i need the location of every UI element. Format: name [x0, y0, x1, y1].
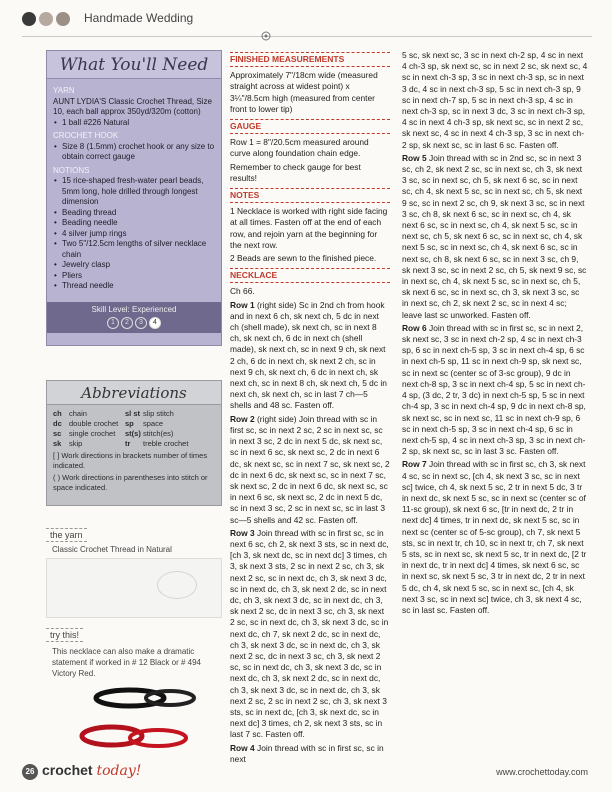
list-item: • Beading needle — [53, 218, 215, 229]
note-item: 2 Beads are sewn to the finished piece. — [230, 253, 377, 264]
materials-box — [46, 50, 222, 346]
list-item: • 15 rice-shaped fresh-water pearl beads, 5mm long, hole drilled through longest dimension — [53, 176, 215, 208]
dot-icon — [39, 12, 53, 26]
row-instruction: Row 4 Join thread with sc in first sc, sc in next — [230, 742, 384, 764]
yarn-heading: YARN — [53, 86, 75, 95]
footer-url: www.crochettoday.com — [496, 767, 588, 777]
middle-column — [230, 50, 390, 767]
skill-circle-icon: 1 — [107, 317, 119, 329]
magazine-logo: crochet today! — [42, 762, 142, 779]
skill-circle-icon: 2 — [121, 317, 133, 329]
row-label: Row 7 — [402, 459, 427, 470]
note-item: 1 Necklace is worked with right side facing at all times. Fasten off at the end of each row, and rejoin yarn at the beginning for the next row. — [230, 206, 388, 250]
list-item: • Two 5"/12.5cm lengths of silver necklace chain — [53, 239, 215, 260]
thread-bundles-image — [70, 680, 220, 760]
materials-title: What You'll Need — [59, 55, 209, 75]
skill-circle-icon: 3 — [135, 317, 147, 329]
row-instruction: Row 7 Join thread with sc in first sc, ch 3, sk next 4 sc, sc in next sc, [ch 4, sk next 3 sc, sc in next sc] twice, ch 4, sk next 5 sc, 2 tr in next 5 dc, 3 tr in next dc, sk next 5 sc, sc in next sc (center sc of 11-sc group), sk next 6 sc, [tr in next dc, 2 tr in next dc] 4 times, tr in next dc, sk next 5 sc, sc in next sc (center sc of 5-sc group), ch 7, sk next 5 sts, sc in next tr, ch 10, sc in next tr, ch 7, sk next 5 sts, sc in next sc, sk next 5 sc, tr in next dc, [2 tr in next dc, tr in next dc] 4 times, sk next 6 sc, sc in next sc, sk next 5 sc, 3 tr in next dc, 2 tr in next 5 dc, ch 4, sk next 5 sc, sc in next sc, [ch 4, sk next 3 sc, sc in next sc] twice, ch 3, sk next 4 sc, sc in last sc. Fasten off. — [402, 459, 587, 615]
row-instruction: Row 2 (right side) Join thread with sc in first sc, sc in next 2 sc, 2 sc in next sc, sc in next 3 sc, 2 dc in next 5 dc, sk next sc, sc in next 6 sc, sk next sc, 2 dc in next 6 dc, sk next sc, sc in next 7 sc, sk next sc, 2 dc in next 6 dc, sk next sc, sc in next 7 sc, sk next sc, 2 dc in next 6 dc, sk next sc, sc in next 6 sc, sk next sc, 2 dc in next 5 dc, sc in next 3 sc, 2 sc in next sc, sc in last 3 sc—5 shells and 42 sc. Fasten off. — [230, 413, 390, 525]
list-item: • Beading thread — [53, 208, 215, 219]
row-label: Row 6 — [402, 322, 427, 333]
abbr-code: st(s) — [125, 429, 141, 438]
row-label: Row 5 — [402, 152, 427, 163]
try-this-text: This necklace can also make a dramatic statement if worked in # 12 Black or # 494 Victory Red. — [52, 647, 201, 678]
try-this-label: try this! — [46, 628, 83, 642]
yarn-label: the yarn — [46, 528, 87, 542]
list-item: • Pliers — [53, 271, 215, 282]
row-instruction: Row 6 Join thread with sc in first sc, sc in next 2, sk next sc, 3 sc in next ch-2 sp, 4 sc in next ch-3 sp, 6 sc in next ch-5 sp, 3 sc in next ch-4 sp, 6 sc in next ch-5 sp, 11 sc in next ch-9 sp, sk next sc, sc in next sc (center sc of 3-sc group), 9 dc in next ch-8 sp, 3 sc in next ch-4 sp, 5 sc in next ch-4 sp, (3 dc, 2 tr, 3 dc) in next ch-5 sp, 5 sc in next ch-4 sp, 3 sc in next ch-4 sp, 9 dc in next ch-8 sp, sk next sc, sc in next sc, 11 sc in next ch-9 sp, 6 sc in next ch-5 sp, 3 sc in next ch-4 sp, 6 sc in next ch-5 sp, 4 sc in next ch-3 sp, 3 sc in next ch-2 sp, sk next sc, sc in last 3 sc. Fasten off. — [402, 322, 586, 457]
dot-icon — [22, 12, 36, 26]
header-divider — [22, 36, 592, 37]
list-item: • 1 ball #226 Natural — [53, 118, 215, 129]
dot-icon — [56, 12, 70, 26]
abbr-meaning: space — [143, 419, 164, 428]
section-title: Handmade Wedding — [84, 11, 194, 25]
skill-circle-icon: 4 — [149, 317, 161, 329]
list-item: • 4 silver jump rings — [53, 229, 215, 240]
finished-text: Approximately 7"/18cm wide (measured straight across at widest point) x 3¼"/8.5cm high (measured from center front to lower tip) — [230, 70, 378, 114]
row-continuation: 5 sc, sk next sc, 3 sc in next ch-2 sp, 4 sc in next 4 ch-3 sp, sk next sc, sc in next 2 sc, sk next sc, 4 sc in next ch-3 sp, 3 sc in next ch-3 sp, sc in next 3 dc, 4 sc in next ch-3 sp, 5 sc in next ch-3 sp, 9 sc in next ch-7 sp, 5 sc in next ch-3 sp, 4 sc in next ch-3 sp, sc in next 3 dc, 3 sc in next ch-3 sp, 4 sc in next 4 ch-3 sp, sk next sc, sc in next 2 sc, sk next sc, 4 sc in next 4 ch-3 sp, 3 sc in next ch-2 sp, sk next sc, sc in last 6 sc. Fasten off. — [402, 50, 588, 150]
abbr-code: ch — [53, 409, 62, 418]
gauge-heading: GAUGE — [230, 119, 390, 134]
necklace-heading: NECKLACE — [230, 268, 390, 283]
abbr-code: sl st — [125, 409, 141, 418]
yarn-caption: Classic Crochet Thread in Natural — [52, 545, 172, 554]
list-item: • Thread needle — [53, 281, 215, 292]
abbr-code: sc — [53, 429, 62, 438]
list-item: • Size 8 (1.5mm) crochet hook or any size to obtain correct gauge — [53, 142, 215, 163]
gauge-text: Row 1 = 8"/20.5cm measured around curve along foundation chain edge. — [230, 137, 369, 159]
abbr-code: sp — [125, 419, 134, 428]
notions-heading: NOTIONS — [53, 165, 90, 175]
row-label: Row 2 — [230, 413, 255, 424]
header-dots — [22, 12, 73, 31]
skill-level — [47, 302, 221, 333]
notes-heading: NOTES — [230, 188, 390, 203]
yarn-text: AUNT LYDIA'S Classic Crochet Thread, Size 10, each ball approx 350yd/320m (cotton) — [53, 96, 212, 116]
abbr-meaning: stitch(es) — [143, 429, 174, 438]
row-label: Row 4 — [230, 742, 255, 753]
skill-label: Skill Level: Experienced — [91, 304, 177, 314]
right-column — [402, 50, 588, 618]
abbr-meaning: single crochet — [69, 429, 116, 438]
chain-start: Ch 66. — [230, 286, 255, 297]
ornament-icon — [255, 28, 277, 42]
abbr-meaning: treble crochet — [143, 439, 189, 448]
hook-heading: CROCHET HOOK — [53, 131, 119, 140]
abbr-code: tr — [125, 439, 131, 448]
abbreviations-box — [46, 380, 222, 506]
yarn-swatch-image — [46, 558, 222, 618]
abbr-meaning: double crochet — [69, 419, 119, 428]
row-instruction: Row 3 Join thread with sc in first sc, sc in next 6 sc, ch 2, sk next 3 sts, sc in next dc, [ch 3, sk next dc, sc in next dc] 3 times, ch 3, sk next 3 sts, 2 sc in next 2 sc, ch 3, sk next 2 sc, sc in next dc, ch 3, sk next 3 dc, sc in next dc, ch 3, sk next 2 dc, sc in next dc, ch 3, sk next 3 dc, sc in next dc, ch 3, sk next 2 sc, dc in next 3 sc, ch 3, sk next 2 sc, sc in next dc, ch 3, sk next 3 dc, sc in next dc, ch 7, sk next 2 dc, sc in next dc, ch 3, sk next 3 dc, sc in next dc, ch 3, sk next 2 sc, dc in next 3 sc, ch 3, sk next 2 sc, sc in next dc, ch 3, sk next 3 dc, sc in next dc, ch 3, sk next 2 dc, sc in next dc, ch 3, sk next 3 dc, sc in next dc, ch 3, sk next 2 sc, 2 sc in next 2 sc, ch 3, sk next 3 sts, sc in next dc, [ch 3, sk next dc, sc in next dc] 3 times, ch 2, sk next 3 sts, sc in last 7 sc. Fasten off. — [230, 527, 389, 740]
abbr-code: sk — [53, 439, 62, 448]
row-label: Row 3 — [230, 527, 255, 538]
page-header — [22, 10, 592, 32]
abbr-meaning: chain — [69, 409, 87, 418]
row-instruction: Row 1 (right side) Sc in 2nd ch from hook and in next 6 ch, sk next ch, 5 dc in next ch (shell made), sk next ch, sc in next 8 ch, sk next ch, 6 dc in next ch (shell made), sk next ch, sc in next 9 ch, sk next 2 ch, 6 dc in next ch, sk next 2 ch, sc in next 9 ch, sk next ch, 6 dc in next ch, sk next ch, sc in next 8 ch, sk next ch, 5 dc in next ch, sk next ch, sc in last 7 ch—5 shells and 48 sc. Fasten off. — [230, 299, 387, 411]
finished-heading: FINISHED MEASUREMENTS — [230, 52, 390, 67]
abbr-meaning: skip — [69, 439, 83, 448]
abbr-note: [ ] Work directions in brackets number of times indicated. — [53, 451, 208, 470]
abbr-code: dc — [53, 419, 62, 428]
abbr-meaning: slip stitch — [143, 409, 174, 418]
row-instruction: Row 5 Join thread with sc in 2nd sc, sc in next 3 sc, ch 2, sk next 2 sc, sc in next sc, ch 3, sk next 3 sc, sc in next sc, ch 5, sk next 6 sc, sc in next sc, ch 4, sk next 5 sc, sc in next sc, ch 5, sk next 9 sc, sc in next 2 sc, ch 9, sk next 3 sc, sc in next 3 sc, ch 8, sk next 6 sc, sc in next sc, ch 4, sk next 6 sc, sc in next sc, ch 4, sk next 5 sc, sc in next sc, ch 5, sk next 6 sc, sc in next sc, ch 4, sk next 5 sc, sc in next sc, ch 4, sk next 6 sc, sc in next sc, ch 8, sk next 6 sc, sc in next 3 sc, ch 9, sk next 3 sc, sc in next 2 sc, ch 5, sk next 9 sc, sc in next sc, ch 4, sk next 5 sc, sc in next sc, ch 5, sk next 6 sc, sc in next sc, ch 3, sk next 3 sc, sc in next sc, ch 2, sk next 2 sc, sc in next 4 sc; leave last sc unworked. Fasten off. — [402, 152, 587, 320]
gauge-reminder: Remember to check gauge for best results! — [230, 161, 361, 183]
abbr-note: ( ) Work directions in parentheses into stitch or space indicated. — [53, 473, 208, 492]
abbreviations-title: Abbreviations — [81, 384, 187, 402]
page-number: 26 — [22, 764, 38, 780]
row-label: Row 1 — [230, 299, 255, 310]
abbreviations-table — [53, 409, 215, 449]
list-item: • Jewelry clasp — [53, 260, 215, 271]
